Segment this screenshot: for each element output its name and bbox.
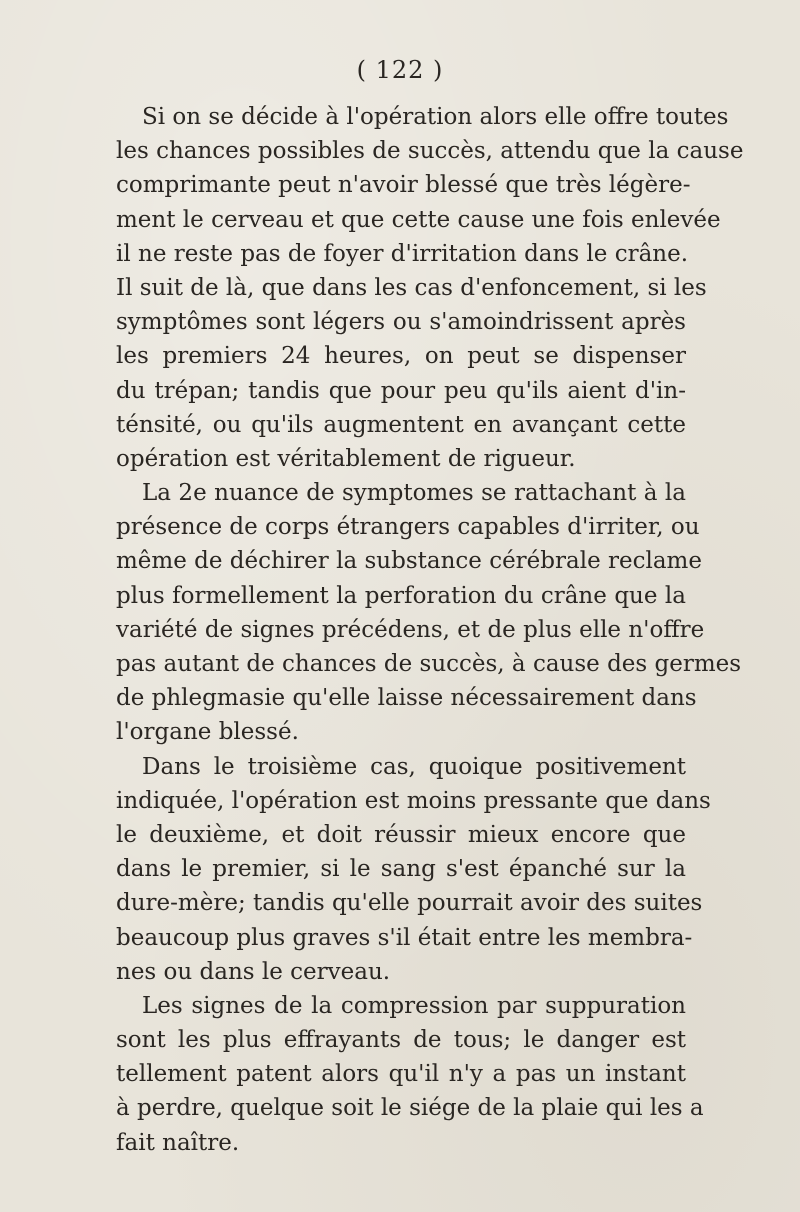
text-line: Si on se décide à l'opération alors elle offre toutes	[142, 104, 729, 130]
text-line: indiquée, l'opération est moins pressante que dans	[116, 787, 711, 814]
text-line: tellement patent alors qu'il n'y a pas un instant	[116, 1061, 686, 1088]
text-line: La 2e nuance de symptomes se rattachant à la	[142, 480, 686, 507]
body-text	[116, 100, 744, 1160]
text-line: à perdre, quelque soit le siége de la plaie qui les a	[116, 1095, 704, 1122]
text-line: sont les plus effrayants de tous; le danger est	[116, 1027, 686, 1054]
text-line: le deuxième, et doit réussir mieux encore que	[116, 821, 686, 848]
text-line: plus formellement la perforation du crâne que la	[116, 582, 686, 609]
text-line: variété de signes précédens, et de plus elle n'offre	[116, 616, 705, 643]
text-line: Il suit de là, que dans les cas d'enfoncement, si les	[116, 274, 707, 301]
text-line: même de déchirer la substance cérébrale reclame	[116, 548, 702, 575]
text-line: opération est véritablement de rigueur.	[116, 445, 576, 472]
text-line: présence de corps étrangers capables d'irriter, ou	[116, 514, 700, 541]
text-line: symptômes sont légers ou s'amoindrissent après	[116, 309, 686, 336]
text-line: beaucoup plus graves s'il était entre les membra-	[116, 924, 693, 951]
text-line: ment le cerveau et que cette cause une fois enlevée	[116, 206, 721, 233]
text-line: comprimante peut n'avoir blessé que très légère-	[116, 172, 691, 199]
text-line: l'organe blessé.	[116, 719, 299, 746]
text-line: les premiers 24 heures, on peut se dispenser	[116, 343, 686, 370]
text-line: dure-mère; tandis qu'elle pourrait avoir des suites	[116, 890, 703, 917]
text-line: Dans le troisième cas, quoique positivement	[142, 753, 686, 780]
text-line: de phlegmasie qu'elle laisse nécessairement dans	[116, 685, 697, 712]
text-line: fait naître.	[116, 1129, 240, 1156]
text-line: nes ou dans le cerveau.	[116, 958, 391, 985]
page-number: ( 122 )	[356, 56, 444, 84]
text-line: du trépan; tandis que pour peu qu'ils aient d'in-	[116, 377, 686, 404]
text-line: il ne reste pas de foyer d'irritation dans le crâne.	[116, 240, 689, 267]
text-line: Les signes de la compression par suppuration	[142, 992, 686, 1019]
text-line: les chances possibles de succès, attendu que la cause	[116, 138, 744, 165]
text-line: pas autant de chances de succès, à cause des germes	[116, 651, 742, 677]
text-line: dans le premier, si le sang s'est épanché sur la	[116, 856, 686, 883]
text-line: ténsité, ou qu'ils augmentent en avançant cette	[116, 411, 686, 438]
